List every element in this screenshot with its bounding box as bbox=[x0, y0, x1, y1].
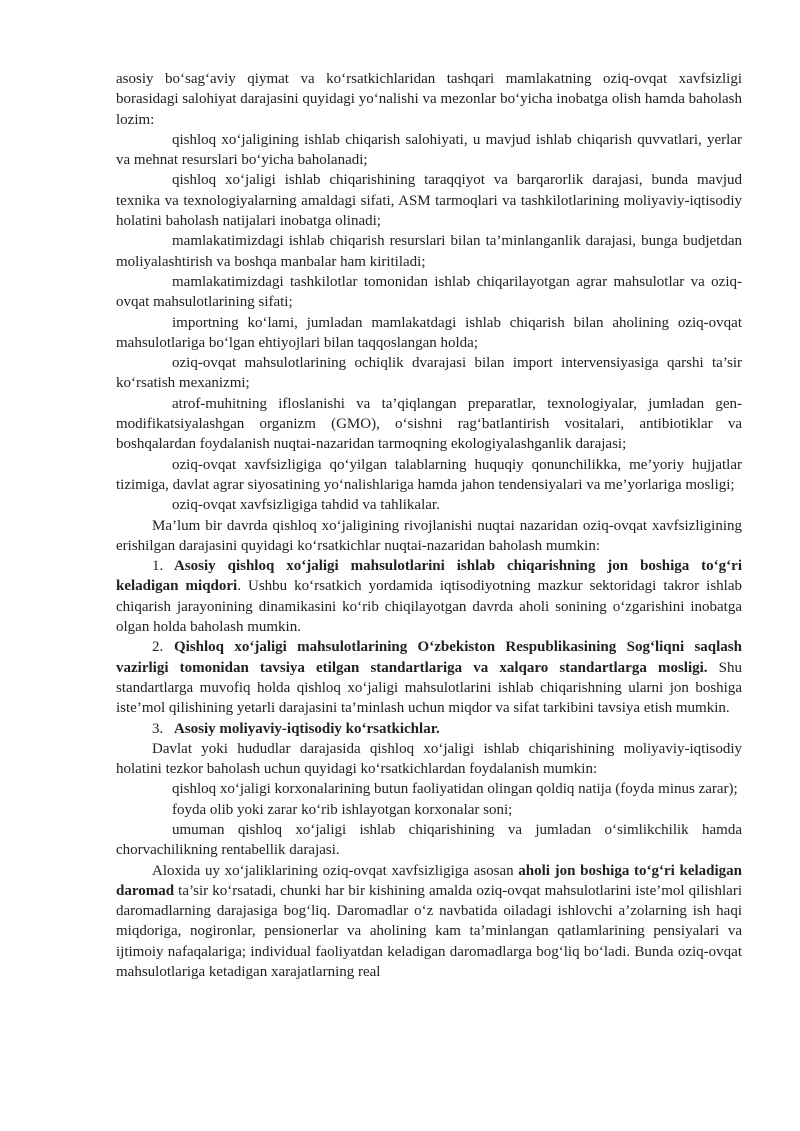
bold-text: Asosiy moliyaviy-iqtisodiy ko‘rsatkichlar. bbox=[174, 720, 440, 737]
text-run: oziq-ovqat mahsulotlarining ochiqlik dvarajasi bilan import intervensiyasiga qarshi ta’sir ko‘rsatish mexanizmi; bbox=[116, 355, 742, 392]
list-item-paragraph bbox=[116, 170, 742, 231]
text-run: Davlat yoki hududlar darajasida qishloq xo‘jaligi ishlab chiqarishining moliyaviy-iqtisodiy holatini tezkor baholash uchun quyidagi ko‘rsatkichlardan foydalanish mumkin: bbox=[116, 740, 742, 778]
paragraph bbox=[116, 69, 742, 130]
text-run: Shu standartlarga muvofiq holda qishloq xo‘jaligi mahsulotlarini ishlab chiqarishning ularni jon boshiga iste’mol qilishining yetarli darajasini ta’minlash uchun miqdor va sifat tarkibini tavsiya etish mumkin. bbox=[116, 659, 743, 717]
list-item-paragraph bbox=[116, 130, 742, 171]
text-run: qishloq xo‘jaligining ishlab chiqarish salohiyati, u mavjud ishlab chiqarish quvvatlari, yerlar va mehnat resurslari bo‘yicha baholanadi; bbox=[116, 131, 742, 169]
list-item-paragraph bbox=[116, 394, 742, 455]
paragraph bbox=[116, 739, 742, 780]
list-item-paragraph bbox=[116, 495, 742, 515]
text-run: Aloxida uy xo‘jaliklarining oziq-ovqat xavfsizligiga asosan bbox=[152, 862, 519, 879]
text-run: atrof-muhitning ifloslanishi va ta’qiqlangan preparatlar, texnologiyalar, jumladan gen-modifikatsiyalashgan organizm (GMO), o‘sishni rag‘batlantirish vositalari, antibiotiklar va boshqalardan foydalanish nuqtai-nazaridan tarmoqning ekologiyalashganlik darajasi; bbox=[116, 395, 742, 453]
list-item-paragraph bbox=[116, 820, 742, 861]
bold-text: aholi jon boshiga to‘g‘ri keladigan daromad bbox=[116, 862, 742, 899]
text-run: mamlakatimizdagi tashkilotlar tomonidan ishlab chiqarilayotgan agrar mahsulotlar va oziq- ovqat mahsulotlarining sifati; bbox=[116, 273, 742, 311]
list-item-paragraph bbox=[116, 779, 742, 799]
paragraph bbox=[116, 861, 742, 983]
text-run: umuman qishloq xo‘jaligi ishlab chiqarishining va jumladan o‘simlikchilik hamda chorvachilikning rentabellik darajasi. bbox=[116, 821, 742, 859]
text-run: foyda olib yoki zarar ko‘rib ishlayotgan korxonalar soni; bbox=[172, 801, 513, 818]
list-item-paragraph bbox=[116, 272, 742, 313]
item-number: 1. bbox=[152, 558, 164, 575]
list-item-paragraph bbox=[116, 313, 742, 354]
document-body bbox=[116, 69, 742, 982]
item-number: 2. bbox=[152, 639, 164, 656]
text-run: ta’sir ko‘rsatadi, chunki har bir kishining amalda oziq-ovqat mahsulotlarini iste’mol qilishlari daromadlarning darajasiga bog‘liq. Daromadlar o‘z navbatida oiladagi ishlovchi a’zolarning ish haqi miqdoriga, nogironlar, pensionerlar va aholining kam ta’minlangan qatlamlarining pensiyalari va ijtimoiy nafaqalariga; individual faoliyatdan keladigan daromadlarga bog‘liq bo‘ladi. Bunda oziq-ovqat mahsulotlariga ketadigan xarajatlarning real bbox=[116, 882, 742, 981]
text-run: . Ushbu ko‘rsatkich yordamida iqtisodiyotning mazkur sektoridagi takror ishlab chiqarish jarayonining dinamikasini ko‘rib chiqilayotgan davrda aholi sonining o‘zgarishini inobatga olgan holda baholash mumkin. bbox=[116, 578, 742, 636]
bold-text: Qishloq xo‘jaligi mahsulotlarining O‘zbekiston Respublikasining Sog‘liqni saqlash vazirligi tomonidan tavsiya etilgan standartlariga va xalqaro standartlarga mosligi. bbox=[116, 639, 742, 676]
bold-text: Asosiy qishloq xo‘jaligi mahsulotlarini ishlab chiqarishning jon boshiga to‘g‘ri keladigan miqdori bbox=[116, 558, 742, 595]
numbered-paragraph bbox=[116, 556, 742, 637]
list-item-paragraph bbox=[116, 353, 742, 394]
text-run: mamlakatimizdagi ishlab chiqarish resurslari bilan ta’minlanganlik darajasi, bunga budjetdan moliyalashtirish va boshqa manbalar ham kiritiladi; bbox=[116, 233, 742, 270]
text-run: oziq-ovqat xavfsizligiga qo‘yilgan talablarning huquqiy qonunchilikka, me’yoriy hujjatlar tizimiga, davlat agrar siyosatining yo‘nalishlariga hamda jahon tendensiyalari va me’yorlariga mosligi; bbox=[116, 456, 742, 493]
paragraph bbox=[116, 516, 742, 557]
list-item-paragraph bbox=[116, 800, 742, 820]
text-run: qishloq xo‘jaligi ishlab chiqarishining taraqqiyot va barqarorlik darajasi, bunda mavjud texnika va texnologiyalarning amaldagi sifati, ASM tarmoqlari va tashkilotlarining moliyaviy-iqtisodiy holatini baholash natijalari inobatga olinadi; bbox=[116, 172, 742, 230]
text-run: Ma’lum bir davrda qishloq xo‘jaligining rivojlanishi nuqtai nazaridan oziq-ovqat xavfsizligining erishilgan darajasini quyidagi ko‘rsatkichlar nuqtai-nazaridan baholash mumkin: bbox=[116, 517, 742, 554]
text-run: qishloq xo‘jaligi korxonalarining butun faoliyatidan olingan qoldiq natija (foyda minus zarar); bbox=[172, 781, 738, 798]
text-run: asosiy bo‘sag‘aviy qiymat va ko‘rsatkichlaridan tashqari mamlakatning oziq-ovqat xavfsizligi borasidagi salohiyat darajasini quyidagi yo‘nalishi va mezonlar bo‘yicha inobatga olish hamda baholash lozim: bbox=[116, 71, 742, 128]
text-run: oziq-ovqat xavfsizligiga tahdid va tahlikalar. bbox=[172, 497, 440, 514]
text-run: importning ko‘lami, jumladan mamlakatdagi ishlab chiqarish bilan aholining oziq-ovqat mahsulotlariga bo‘lgan ehtiyojlari bilan taqqoslangan holda; bbox=[116, 314, 742, 351]
item-number: 3. bbox=[152, 720, 164, 737]
list-item-paragraph bbox=[116, 231, 742, 272]
numbered-paragraph bbox=[116, 637, 742, 718]
numbered-paragraph bbox=[116, 719, 742, 739]
list-item-paragraph bbox=[116, 455, 742, 496]
